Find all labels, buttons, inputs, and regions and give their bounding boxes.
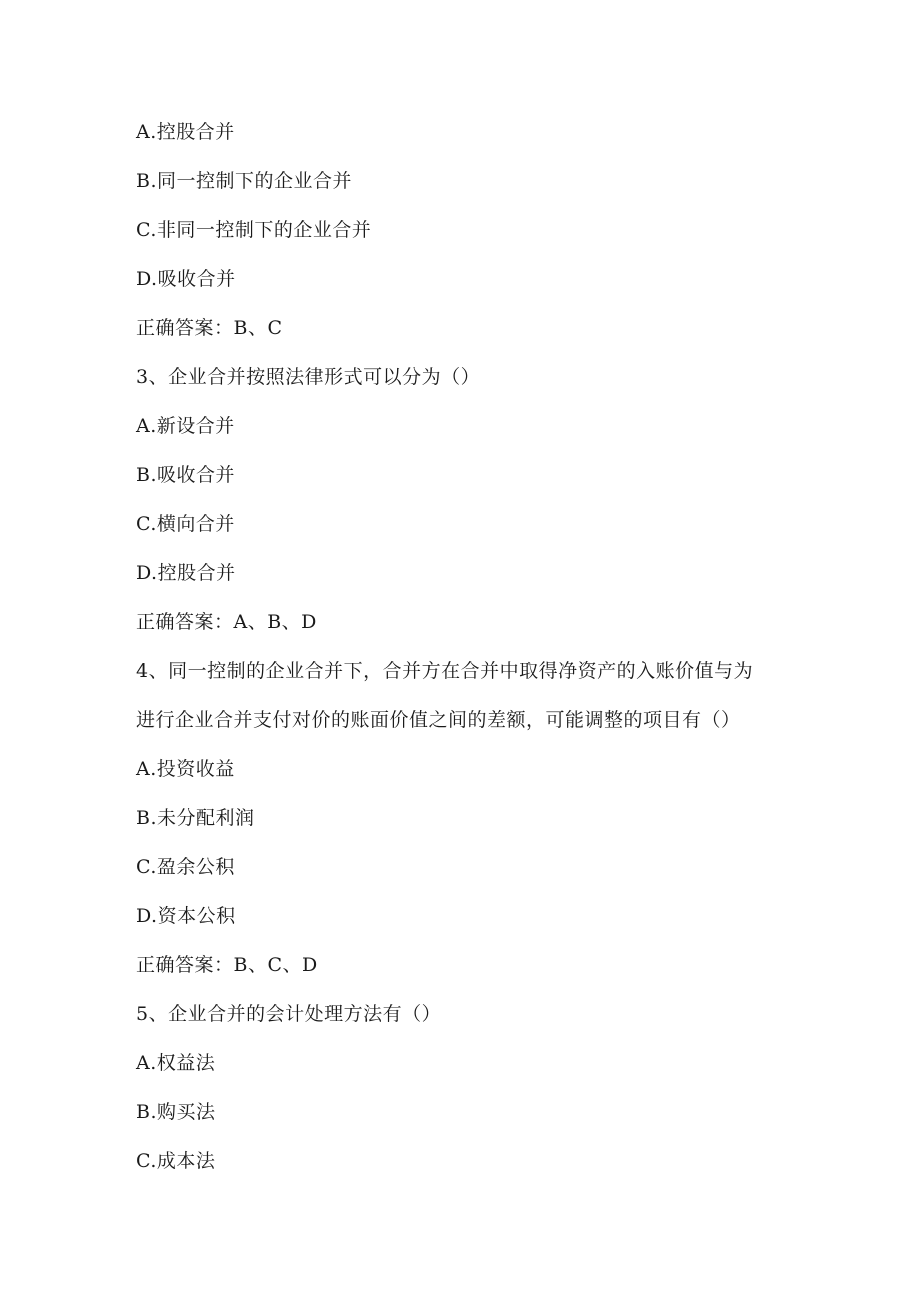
option-line: B.吸收合并: [136, 464, 236, 486]
answer-line: 正确答案：B、C: [136, 317, 283, 339]
question-line: 3、企业合并按照法律形式可以分为（）: [136, 366, 481, 388]
question-line: 4、同一控制的企业合并下，合并方在合并中取得净资产的入账价值与为: [136, 660, 754, 682]
option-line: A.控股合并: [136, 121, 235, 143]
answer-line: 正确答案：A、B、D: [136, 611, 317, 633]
option-line: A.投资收益: [136, 758, 235, 780]
option-line: C.横向合并: [136, 513, 235, 535]
question-line-continued: 进行企业合并支付对价的账面价值之间的差额，可能调整的项目有（）: [136, 709, 741, 731]
option-line: D.控股合并: [136, 562, 236, 584]
option-line: A.新设合并: [136, 415, 235, 437]
option-line: B.购买法: [136, 1101, 216, 1123]
option-line: C.成本法: [136, 1150, 216, 1172]
option-line: C.盈余公积: [136, 856, 235, 878]
option-line: B.同一控制下的企业合并: [136, 170, 353, 192]
question-line: 5、企业合并的会计处理方法有（）: [136, 1003, 442, 1025]
option-line: C.非同一控制下的企业合并: [136, 219, 372, 241]
option-line: A.权益法: [136, 1052, 216, 1074]
option-line: D.吸收合并: [136, 268, 236, 290]
option-line: B.未分配利润: [136, 807, 255, 829]
option-line: D.资本公积: [136, 905, 236, 927]
answer-line: 正确答案：B、C、D: [136, 954, 318, 976]
